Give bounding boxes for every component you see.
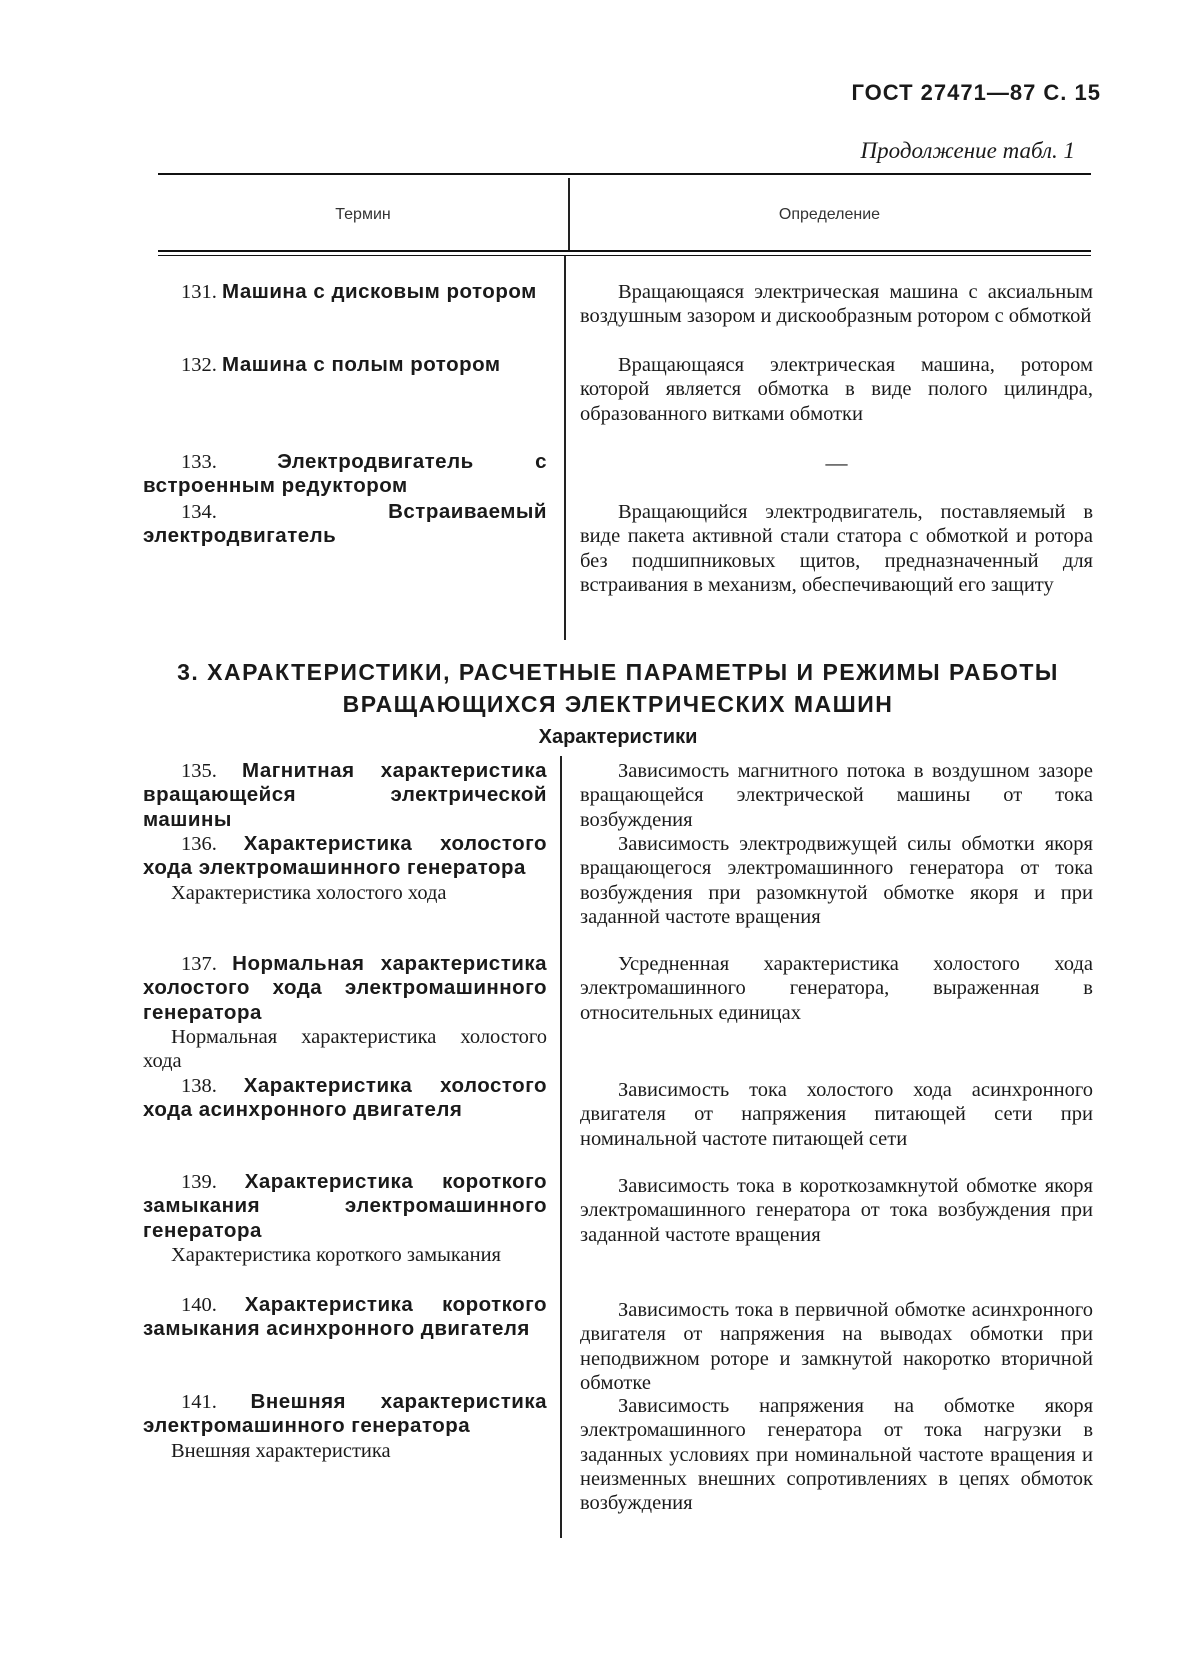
page-header: ГОСТ 27471—87 С. 15: [851, 80, 1101, 105]
definition-135: Зависимость магнитного потока в воздушном зазоре вращающейся электрической машины от тока возбуждения: [580, 760, 1093, 831]
header-column-divider: [568, 178, 570, 250]
definition-133: —: [825, 450, 848, 475]
table-top-rule: [158, 173, 1091, 175]
synonym-141: Внешняя характеристика: [171, 1439, 391, 1462]
table-header-rule-double: [158, 255, 1091, 256]
term-136: 136. Характеристика холостого хода электромашинного генератора Характеристика холостого хода: [143, 832, 547, 904]
definition-141: Зависимость напряжения на обмотке якоря электромашинного генератора от тока нагрузки в заданных условиях при номинальной частоте вращения и неизменных внешних сопротивлениях в цепях обмоток возбуждения: [580, 1395, 1093, 1515]
term-135: 135. Магнитная характеристика вращающейся электрической машины: [143, 759, 547, 831]
column-header-definition: Определение: [778, 206, 881, 223]
table-continuation-label: Продолжение табл. 1: [860, 138, 1075, 163]
subsection-title: Характеристики: [538, 726, 698, 748]
term-140: 140. Характеристика короткого замыкания асинхронного двигателя: [143, 1293, 547, 1341]
definition-138: Зависимость тока холостого хода асинхронного двигателя от напряжения питающей сети при номинальной частоте питающей сети: [580, 1079, 1093, 1150]
column-divider-lower: [560, 756, 562, 1538]
column-divider-upper: [564, 256, 566, 640]
term-138: 138. Характеристика холостого хода асинхронного двигателя: [143, 1074, 547, 1122]
definition-134: Вращающийся электродвигатель, поставляемый в виде пакета активной стали статора с обмоткой и ротора без подшипниковых щитов, предназначенный для встраивания в механизм, обеспечивающий его защиту: [580, 501, 1093, 596]
table-header-rule: [158, 250, 1091, 252]
section-title: 3. ХАРАКТЕРИСТИКИ, РАСЧЕТНЫЕ ПАРАМЕТРЫ И РЕЖИМЫ РАБОТЫ ВРАЩАЮЩИХСЯ ЭЛЕКТРИЧЕСКИХ МАШИН: [177, 659, 1059, 717]
synonym-139: Характеристика короткого замыкания: [171, 1243, 501, 1266]
synonym-136: Характеристика холостого хода: [171, 881, 447, 904]
term-139: 139. Характеристика короткого замыкания электромашинного генератора Характеристика короткого замыкания: [143, 1170, 547, 1266]
definition-137: Усредненная характеристика холостого хода электромашинного генератора, выраженная в относительных единицах: [580, 953, 1093, 1024]
table-header: [158, 178, 1091, 248]
term-133: 133. Электродвигатель с встроенным редуктором: [143, 450, 547, 498]
definition-132: Вращающаяся электрическая машина, ротором которой является обмотка в виде полого цилиндра, образованного витками обмотки: [580, 354, 1093, 425]
term-134: 134. Встраиваемый электродвигатель: [143, 500, 547, 548]
term-141: 141. Внешняя характеристика электромашинного генератора Внешняя характеристика: [143, 1390, 547, 1462]
term-137: 137. Нормальная характеристика холостого хода электромашинного генератора Нормальная характеристика холостого хода: [143, 952, 547, 1073]
synonym-137: Нормальная характеристика холостого хода: [143, 1025, 547, 1073]
definition-139: Зависимость тока в короткозамкнутой обмотке якоря электромашинного генератора от тока возбуждения при заданной частоте вращения: [580, 1175, 1093, 1246]
term-131: 131. Машина с дисковым ротором: [181, 280, 537, 303]
column-header-term: Термин: [335, 206, 391, 223]
definition-136: Зависимость электродвижущей силы обмотки якоря вращающегося электромашинного генератора от тока возбуждения при разомкнутой обмотке якоря и при заданной частоте вращения: [580, 833, 1093, 928]
definition-140: Зависимость тока в первичной обмотке асинхронного двигателя от напряжения на выводах обмотки при неподвижном роторе и замкнутой накоротко вторичной обмотке: [580, 1299, 1093, 1394]
definition-131: Вращающаяся электрическая машина с аксиальным воздушным зазором и дискообразным ротором с обмоткой: [580, 281, 1093, 328]
term-132: 132. Машина с полым ротором: [181, 353, 501, 376]
